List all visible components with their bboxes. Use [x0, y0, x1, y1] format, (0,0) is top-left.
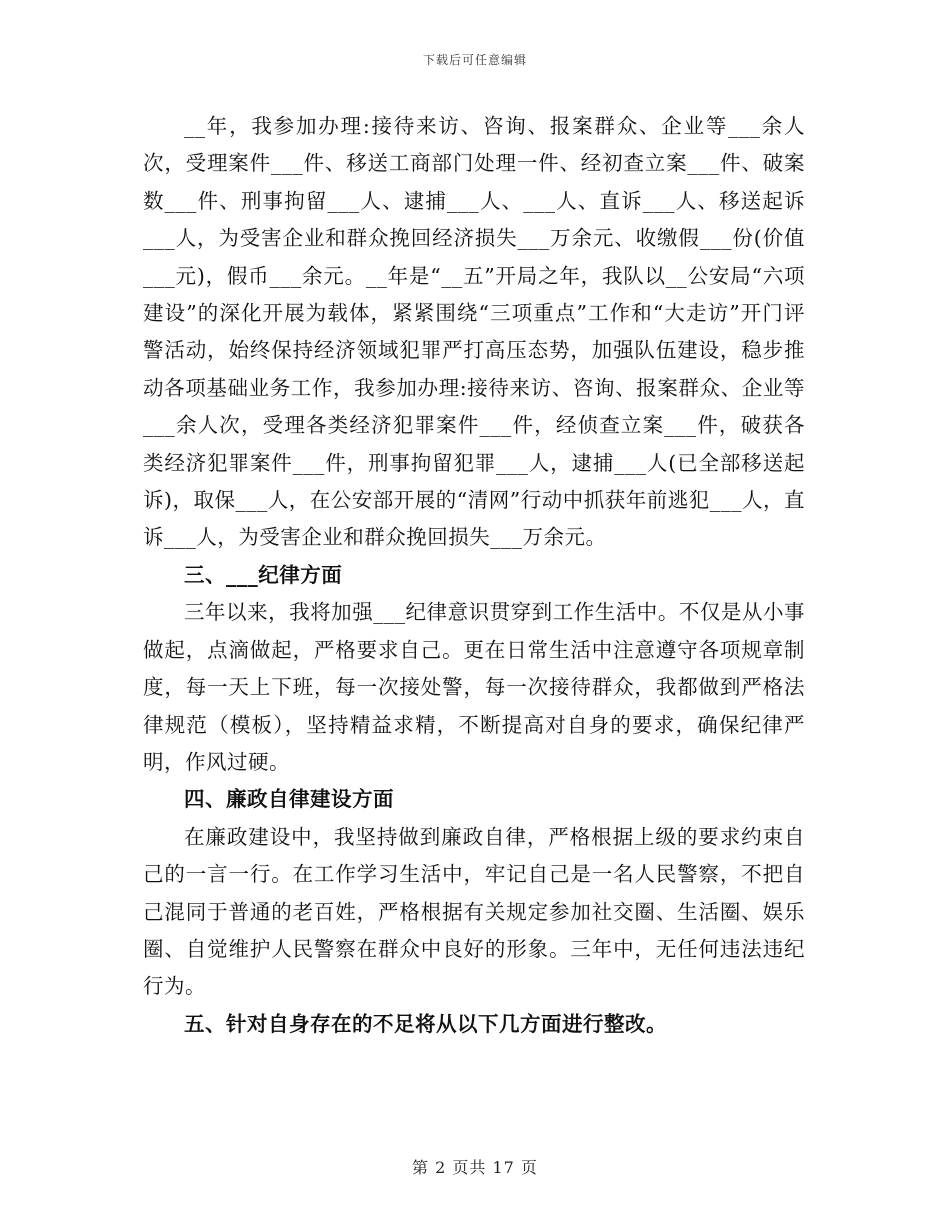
document-body [143, 108, 805, 1043]
section-heading-rectification: 五、针对自身存在的不足将从以下几方面进行整改。 [184, 1011, 667, 1036]
section-heading-discipline: 三、___纪律方面 [184, 562, 343, 587]
section-heading-integrity: 四、廉政自律建设方面 [184, 787, 394, 812]
page-header: 下载后可任意编辑 [422, 53, 527, 67]
paragraph-integrity: 在廉政建设中，我坚持做到廉政自律，严格根据上级的要求约束自己的一言一行。在工作学习生活中，牢记自己是一名人民警察，不把自己混同于普通的老百姓，严格根据有关规定参加社交圈、生活圈、娱乐圈、自觉维护人民警察在群众中良好的形象。三年中，无任何违法违纪行为。 [143, 824, 805, 999]
paragraph-work-summary: __年，我参加办理:接待来访、咨询、报案群众、企业等___余人次，受理案件___件、移送工商部门处理一件、经初查立案___件、破案数___件、刑事拘留___人、逮捕___人、___人、直诉___人、移送起诉___人，为受害企业和群众挽回经济损失___万余元、收缴假___份(价值___元)，假币___余元。__年是“__五”开局之年，我队以__公安局“六项建设”的深化开展为载体，紧紧围绕“三项重点”工作和“大走访”开门评警活动，始终保持经济领域犯罪严打高压态势，加强队伍建设，稳步推动各项基础业务工作，我参加办理:接待来访、咨询、报案群众、企业等___余人次，受理各类经济犯罪案件___件，经侦查立案___件，破获各类经济犯罪案件___件，刑事拘留犯罪___人，逮捕___人(已全部移送起诉)，取保___人，在公安部开展的“清网”行动中抓获年前逃犯___人，直诉___人，为受害企业和群众挽回损失___万余元。 [143, 114, 805, 550]
paragraph-discipline: 三年以来，我将加强___纪律意识贯穿到工作生活中。不仅是从小事做起，点滴做起，严格要求自己。更在日常生活中注意遵守各项规章制度，每一天上下班，每一次接处警，每一次接待群众，我都做到严格法律规范（模板），坚持精益求精，不断提高对自身的要求，确保纪律严明，作风过硬。 [143, 600, 805, 774]
page-footer: 第 2 页共 17 页 [412, 1158, 538, 1177]
